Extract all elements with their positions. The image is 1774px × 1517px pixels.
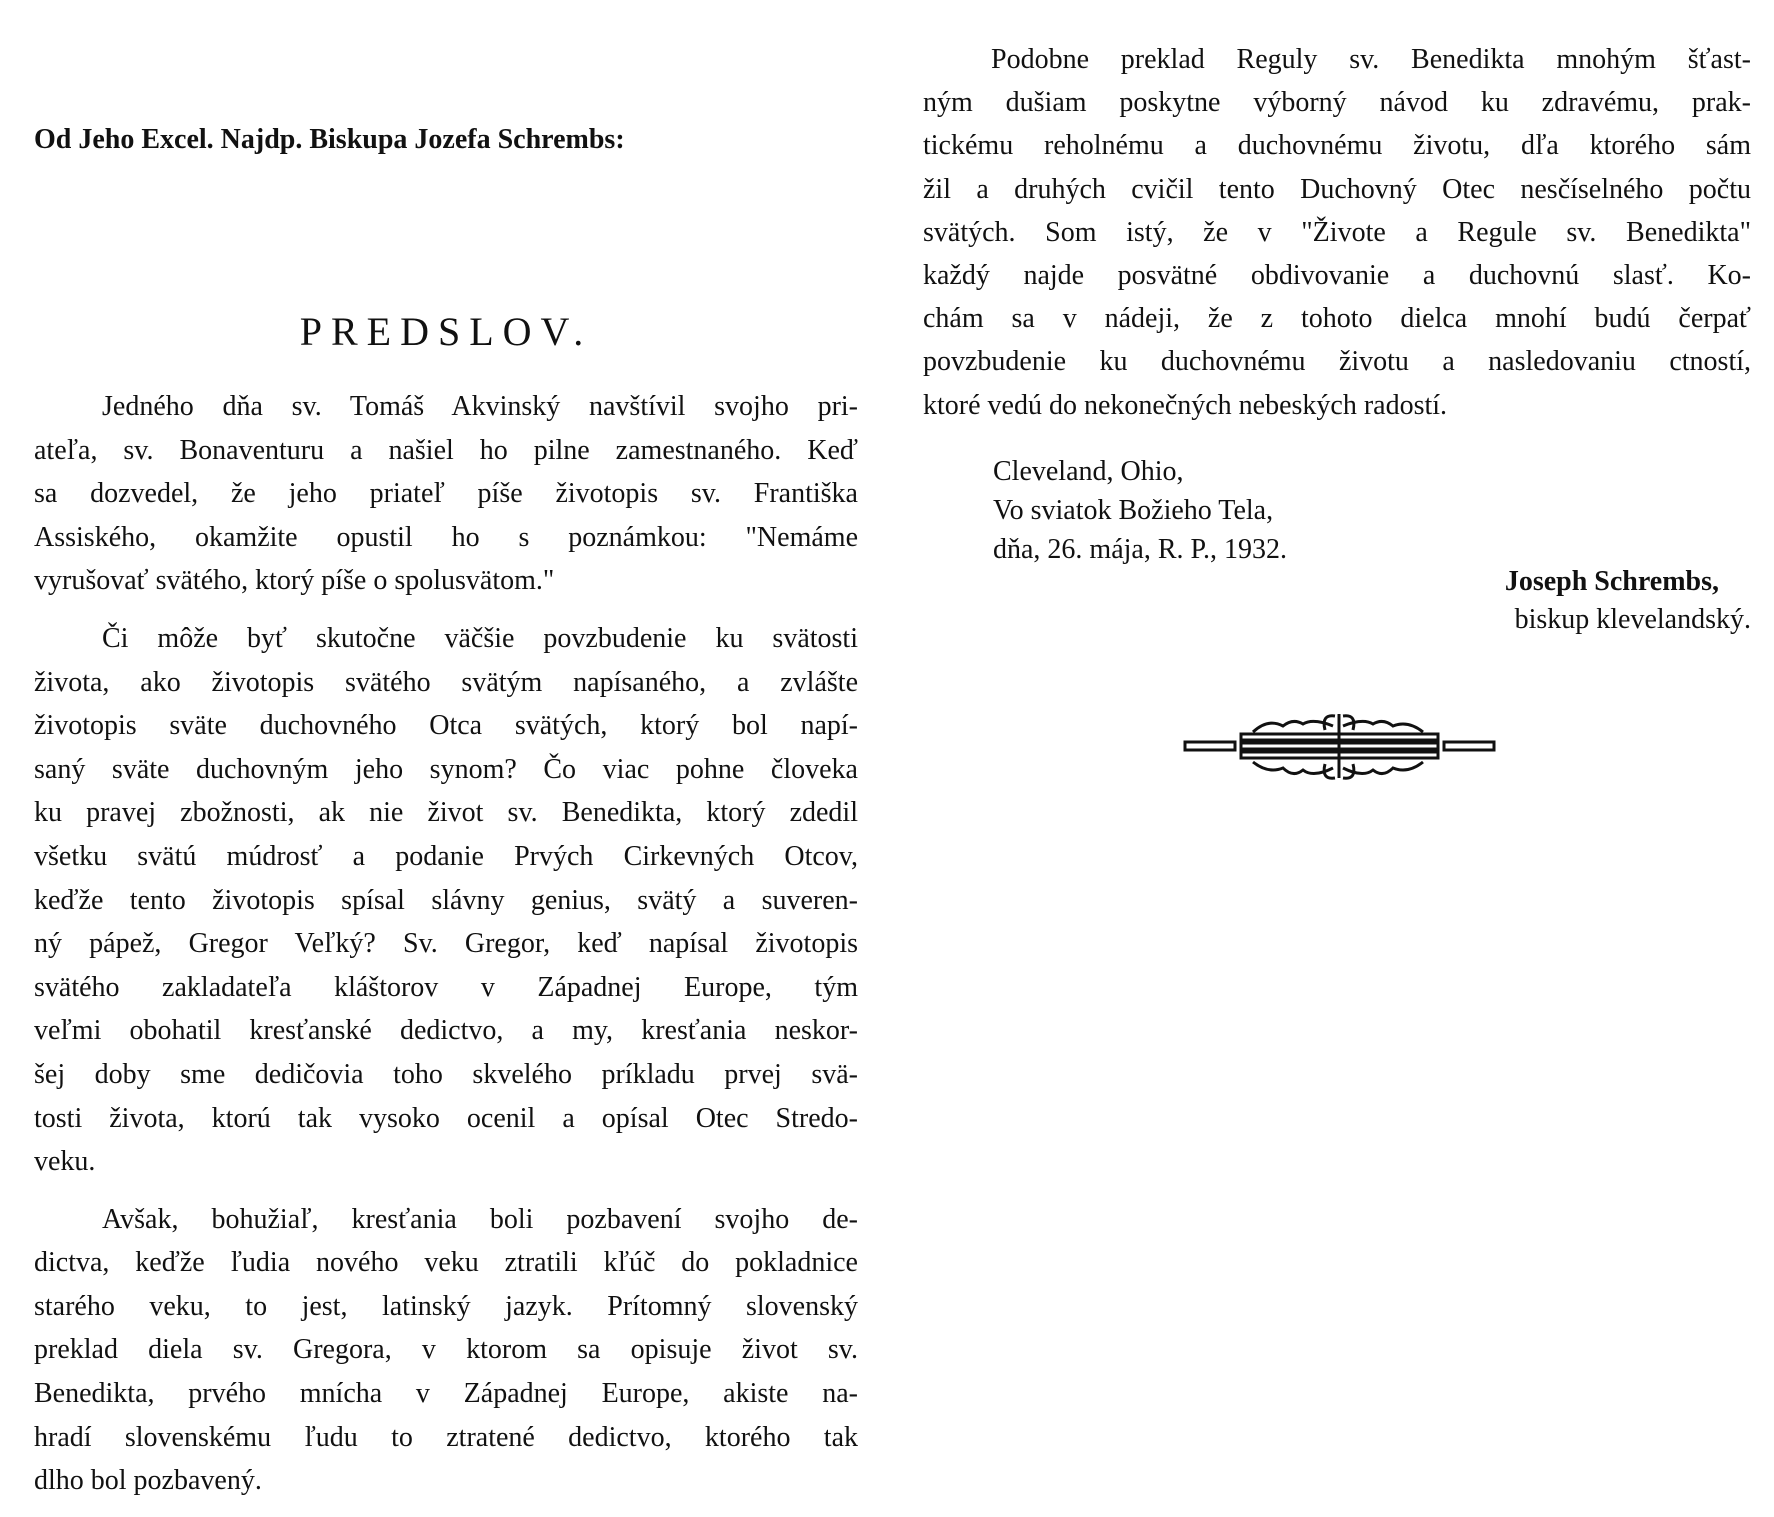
paragraph	[34, 617, 858, 1184]
text-line: veku.	[34, 1146, 96, 1178]
text-line: žil a druhých cvičil tento Duchovný Otec nesčíselného počtu	[923, 173, 1751, 205]
place-and-date	[993, 452, 1287, 569]
text-line: životopis sväte duchovného Otca svätých, ktorý bol napí-	[34, 710, 858, 742]
right-column	[923, 38, 1751, 427]
text-line: preklad diela sv. Gregora, v ktorom sa opisuje život sv.	[34, 1334, 858, 1366]
page-title: PREDSLOV.	[299, 309, 593, 354]
text-line: Podobne preklad Reguly sv. Benedikta mnohým šťast-	[991, 44, 1751, 75]
text-line: Avšak, bohužiaľ, kresťania boli pozbavení svojho de-	[102, 1203, 858, 1235]
text-line: šej doby sme dedičovia toho skvelého príkladu prvej svä-	[34, 1058, 858, 1090]
text-line: Či môže byť skutočne väčšie povzbudenie ku svätosti	[102, 622, 858, 654]
text-line: každý najde posvätné obdivovanie a duchovnú slasť. Ko-	[923, 260, 1751, 292]
text-line: Jedného dňa sv. Tomáš Akvinský navštívil svojho pri-	[102, 391, 858, 422]
text-line: ku pravej zbožnosti, ak nie život sv. Benedikta, ktorý zdedil	[34, 797, 858, 829]
text-line: ktoré vedú do nekonečných nebeských radostí.	[923, 389, 1448, 421]
ornament-divider-icon	[1183, 710, 1496, 782]
text-line: sa dozvedel, že jeho priateľ píše životopis sv. Františka	[34, 478, 858, 510]
text-line: tickému reholnému a duchovnému životu, dľa ktorého sám	[923, 130, 1751, 162]
text-line: starého veku, to jest, latinský jazyk. Prítomný slovenský	[34, 1290, 858, 1322]
text-line: dictva, keďže ľudia nového veku ztratili kľúč do pokladnice	[34, 1247, 858, 1279]
text-line: veľmi obohatil kresťanské dedictvo, a my, kresťania neskor-	[34, 1015, 858, 1047]
paragraph	[34, 385, 858, 603]
signature-role: biskup klevelandský.	[1514, 604, 1751, 635]
text-line: všetku svätú múdrosť a podanie Prvých Cirkevných Otcov,	[34, 840, 858, 872]
text-line: svätého zakladateľa kláštorov v Západnej Europe, tým	[34, 971, 858, 1003]
dedication-heading: Od Jeho Excel. Najdp. Biskupa Jozefa Schrembs:	[34, 124, 625, 155]
text-line: tosti života, ktorú tak vysoko ocenil a opísal Otec Stredo-	[34, 1102, 858, 1134]
text-line: vyrušovať svätého, ktorý píše o spolusvätom."	[34, 565, 555, 597]
text-line: ateľa, sv. Bonaventuru a našiel ho pilne zamestnaného. Keď	[34, 434, 858, 466]
text-line: svätých. Som istý, že v "Živote a Regule sv. Benedikta"	[923, 216, 1751, 248]
text-line: dlho bol pozbavený.	[34, 1465, 262, 1497]
signature-name: Joseph Schrembs,	[1504, 566, 1719, 597]
text-line: ný pápež, Gregor Veľký? Sv. Gregor, keď napísal životopis	[34, 928, 858, 960]
address-line: Vo sviatok Božieho Tela,	[993, 495, 1274, 526]
text-line: keďže tento životopis spísal slávny genius, svätý a suveren-	[34, 884, 858, 916]
text-line: ným dušiam poskytne výborný návod ku zdravému, prak-	[923, 87, 1751, 119]
text-line: hradí slovenskému ľudu to ztratené dedictvo, ktorého tak	[34, 1421, 858, 1453]
text-line: Assiského, okamžite opustil ho s poznámkou: "Nemáme	[34, 521, 858, 553]
address-line: Cleveland, Ohio,	[993, 456, 1184, 487]
text-line: Benedikta, prvého mnícha v Západnej Europe, akiste na-	[34, 1378, 858, 1410]
text-line: povzbudenie ku duchovnému životu a nasledovaniu ctností,	[923, 346, 1751, 378]
text-line: života, ako životopis svätého svätým napísaného, a zvlášte	[34, 666, 858, 698]
left-column	[34, 385, 858, 1517]
address-line: dňa, 26. mája, R. P., 1932.	[993, 534, 1287, 565]
text-line: saný sväte duchovným jeho synom? Čo viac pohne človeka	[34, 753, 858, 785]
paragraph	[34, 1198, 858, 1503]
text-line: chám sa v nádeji, že z tohoto dielca mnohí budú čerpať	[923, 303, 1751, 335]
